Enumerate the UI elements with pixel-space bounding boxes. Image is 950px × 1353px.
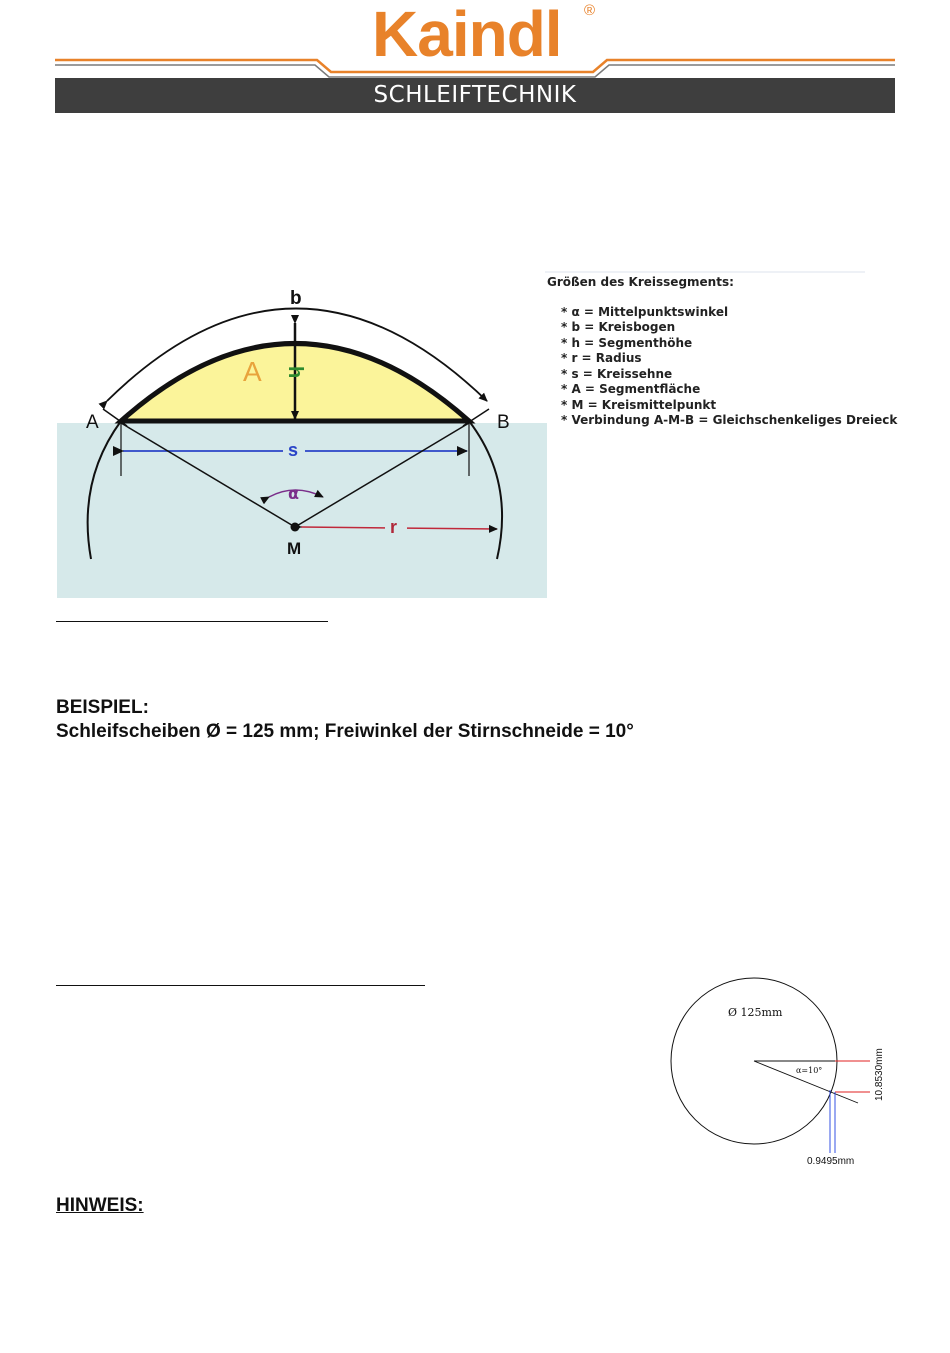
divider-rule bbox=[56, 985, 425, 986]
legend-item: * M = Kreismittelpunkt bbox=[561, 398, 717, 412]
legend-item: * s = Kreissehne bbox=[561, 367, 673, 381]
label-h: h bbox=[284, 366, 306, 379]
circle-segment-diagram bbox=[57, 271, 547, 598]
header-subtitle: SCHLEIFTECHNIK bbox=[373, 82, 577, 108]
label-s: s bbox=[288, 440, 299, 460]
label-r: r bbox=[390, 517, 398, 537]
note-heading: HINWEIS: bbox=[56, 1195, 144, 1216]
label-b: b bbox=[290, 288, 302, 309]
segment-legend bbox=[545, 271, 898, 451]
legend-item: * A = Segmentfläche bbox=[561, 382, 701, 396]
legend-item: * h = Segmenthöhe bbox=[561, 336, 693, 350]
header-bar bbox=[55, 78, 895, 113]
label-point-B: B bbox=[497, 412, 510, 433]
legend-item: * r = Radius bbox=[561, 351, 642, 365]
center-point-M bbox=[291, 523, 300, 532]
registered-mark: ® bbox=[584, 2, 596, 19]
label-M: M bbox=[287, 539, 302, 558]
angle-label: α=10° bbox=[796, 1066, 823, 1075]
legend-item: * b = Kreisbogen bbox=[561, 320, 676, 334]
logo: Kaindl bbox=[372, 0, 562, 70]
grinding-wheel-diagram bbox=[660, 970, 900, 1170]
diameter-label: Ø 125mm bbox=[728, 1006, 783, 1019]
legend-item: * Verbindung A-M-B = Gleichschenkeliges Dreieck bbox=[561, 413, 898, 427]
label-point-A: A bbox=[86, 412, 99, 433]
offset-label: 0.9495mm bbox=[807, 1156, 855, 1167]
label-area-A: A bbox=[243, 356, 262, 387]
legend-divider bbox=[545, 271, 865, 273]
height-label: 10.8530mm bbox=[874, 1048, 885, 1101]
legend-title: Größen des Kreissegments: bbox=[547, 275, 734, 289]
example-text: Schleifscheiben Ø = 125 mm; Freiwinkel der Stirnschneide = 10° bbox=[56, 721, 634, 742]
example-heading: BEISPIEL: bbox=[56, 697, 149, 718]
label-alpha: α bbox=[288, 484, 299, 503]
header-decor-lines bbox=[55, 56, 895, 80]
divider-rule bbox=[56, 621, 328, 622]
legend-item: * α = Mittelpunktswinkel bbox=[561, 305, 729, 319]
